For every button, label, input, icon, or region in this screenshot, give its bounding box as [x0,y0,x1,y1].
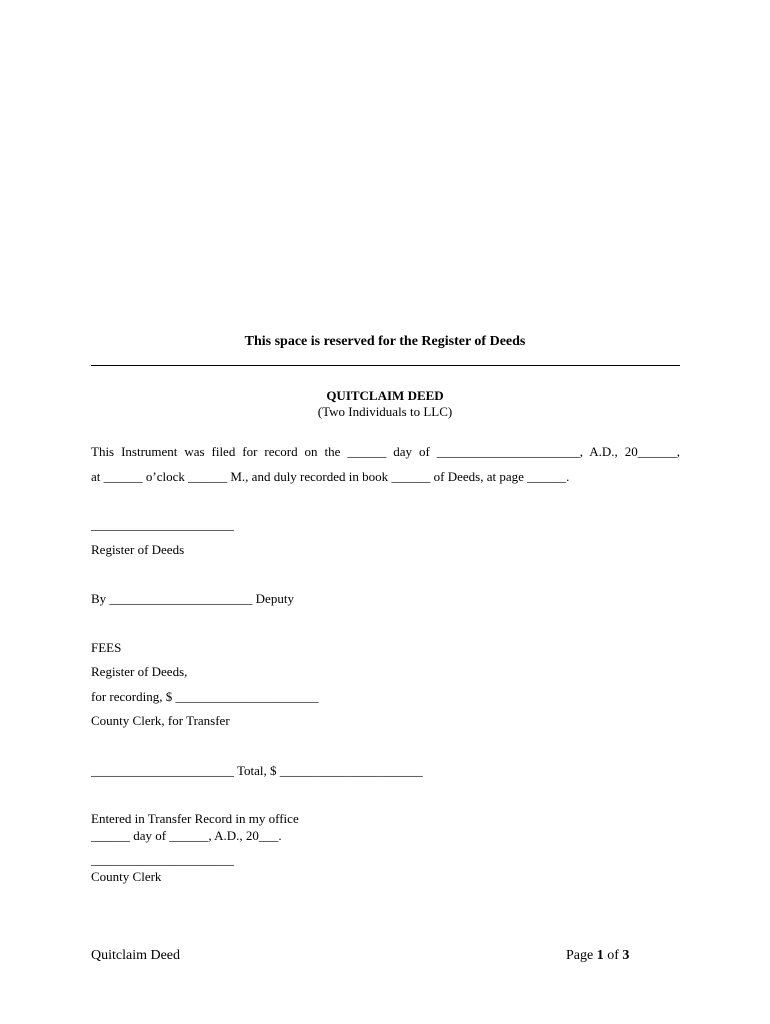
filing-statement-line-1: This Instrument was filed for record on the ______ day of ______________________, A.D., 20______, [91,444,680,459]
county-clerk-signature-line: ______________________ [91,852,234,867]
fees-total-line: ______________________ Total, $ ______________________ [91,763,423,778]
document-title: QUITCLAIM DEED [326,388,444,403]
fees-register-of-deeds: Register of Deeds, [91,664,188,679]
deputy-signature-line: By ______________________ Deputy [91,591,294,606]
page-prefix: Page [566,948,597,963]
reserved-space-note: This space is reserved for the Register of Deeds [244,334,526,349]
transfer-record-statement: Entered in Transfer Record in my office [91,811,299,826]
county-clerk-label: County Clerk [91,869,162,884]
fees-county-clerk-transfer: County Clerk, for Transfer [91,713,230,728]
document-subtitle: (Two Individuals to LLC) [317,404,453,419]
transfer-record-date-line: ______ day of ______, A.D., 20___. [91,828,282,843]
page-of: of [603,948,623,963]
fees-heading: FEES [91,640,122,655]
filing-statement-line-2: at ______ o’clock ______ M., and duly recorded in book ______ of Deeds, at page ______. [91,469,570,484]
page-current: 1 [596,948,604,963]
footer-document-name: Quitclaim Deed [91,948,181,963]
footer-page-number [566,948,629,965]
fees-recording-line: for recording, $ ______________________ [91,689,319,704]
register-signature-line: ______________________ [91,517,234,532]
register-of-deeds-label: Register of Deeds [91,542,185,557]
page-total: 3 [622,948,630,963]
reserved-space-divider [91,365,680,366]
